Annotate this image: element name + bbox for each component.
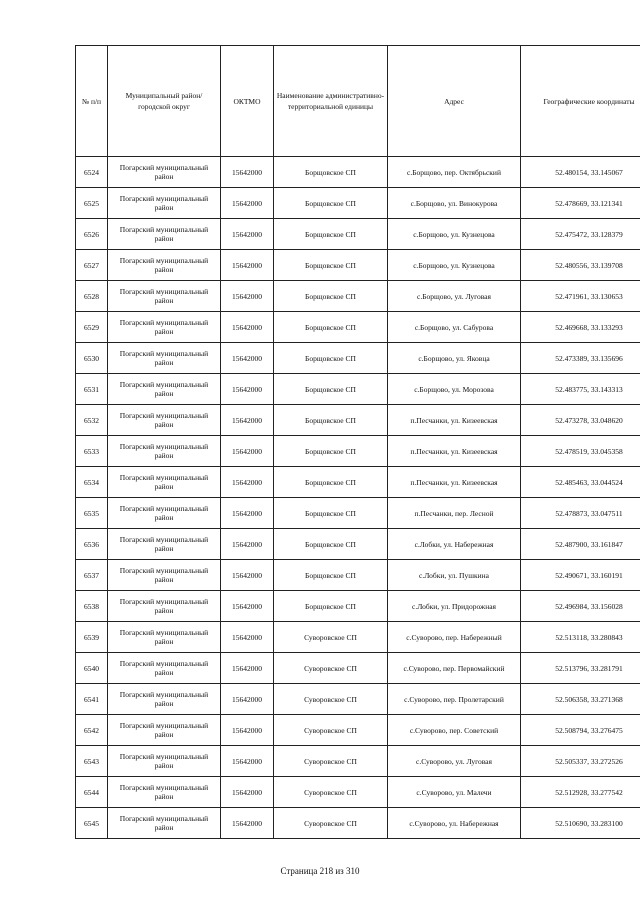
cell-address: п.Песчанки, ул. Кизеевская [388, 405, 521, 436]
cell-address: п.Песчанки, ул. Кизеевская [388, 467, 521, 498]
cell-municipality: Погарский муниципальный район [108, 250, 221, 281]
table-row [76, 746, 640, 777]
cell-municipality: Погарский муниципальный район [108, 374, 221, 405]
header-num: № п/п [76, 46, 108, 157]
cell-coords: 52.508794, 33.276475 [521, 715, 640, 746]
cell-coords: 52.469668, 33.133293 [521, 312, 640, 343]
cell-coords: 52.473278, 33.048620 [521, 405, 640, 436]
cell-municipality: Погарский муниципальный район [108, 529, 221, 560]
table-row [76, 250, 640, 281]
cell-admin-unit: Борщовское СП [274, 157, 388, 188]
table-row [76, 405, 640, 436]
cell-oktmo: 15642000 [221, 591, 274, 622]
cell-admin-unit: Борщовское СП [274, 498, 388, 529]
cell-coords: 52.478519, 33.045358 [521, 436, 640, 467]
cell-num: 6541 [76, 684, 108, 715]
cell-oktmo: 15642000 [221, 653, 274, 684]
cell-municipality: Погарский муниципальный район [108, 498, 221, 529]
cell-admin-unit: Борщовское СП [274, 591, 388, 622]
cell-num: 6532 [76, 405, 108, 436]
cell-municipality: Погарский муниципальный район [108, 653, 221, 684]
cell-coords: 52.506358, 33.271368 [521, 684, 640, 715]
cell-num: 6525 [76, 188, 108, 219]
cell-address: с.Суворово, пер. Пролетарский [388, 684, 521, 715]
cell-num: 6538 [76, 591, 108, 622]
cell-address: п.Песчанки, пер. Лесной [388, 498, 521, 529]
header-oktmo: ОКТМО [221, 46, 274, 157]
cell-coords: 52.478669, 33.121341 [521, 188, 640, 219]
cell-oktmo: 15642000 [221, 715, 274, 746]
cell-admin-unit: Борщовское СП [274, 436, 388, 467]
cell-admin-unit: Суворовское СП [274, 777, 388, 808]
cell-num: 6534 [76, 467, 108, 498]
cell-address: с.Суворово, пер. Советский [388, 715, 521, 746]
cell-admin-unit: Суворовское СП [274, 653, 388, 684]
header-admin-unit: Наименование административно-территориальной единицы [274, 46, 388, 157]
cell-coords: 52.478873, 33.047511 [521, 498, 640, 529]
cell-admin-unit: Суворовское СП [274, 622, 388, 653]
cell-oktmo: 15642000 [221, 498, 274, 529]
cell-address: с.Суворово, ул. Малечи [388, 777, 521, 808]
cell-num: 6542 [76, 715, 108, 746]
cell-num: 6539 [76, 622, 108, 653]
cell-coords: 52.483775, 33.143313 [521, 374, 640, 405]
cell-coords: 52.510690, 33.283100 [521, 808, 640, 839]
table-body [76, 157, 640, 839]
cell-oktmo: 15642000 [221, 622, 274, 653]
cell-oktmo: 15642000 [221, 374, 274, 405]
table-row [76, 219, 640, 250]
cell-admin-unit: Суворовское СП [274, 684, 388, 715]
cell-oktmo: 15642000 [221, 405, 274, 436]
cell-num: 6528 [76, 281, 108, 312]
cell-address: с.Борщово, ул. Винокурова [388, 188, 521, 219]
cell-oktmo: 15642000 [221, 808, 274, 839]
cell-coords: 52.471961, 33.130653 [521, 281, 640, 312]
cell-municipality: Погарский муниципальный район [108, 715, 221, 746]
header-coords: Географические координаты [521, 46, 640, 157]
cell-address: с.Борщово, ул. Яковца [388, 343, 521, 374]
cell-address: с.Борщово, ул. Кузнецова [388, 219, 521, 250]
cell-oktmo: 15642000 [221, 529, 274, 560]
table-row [76, 808, 640, 839]
cell-oktmo: 15642000 [221, 436, 274, 467]
cell-admin-unit: Борщовское СП [274, 343, 388, 374]
cell-oktmo: 15642000 [221, 777, 274, 808]
cell-num: 6526 [76, 219, 108, 250]
cell-coords: 52.496984, 33.156028 [521, 591, 640, 622]
cell-num: 6535 [76, 498, 108, 529]
cell-municipality: Погарский муниципальный район [108, 343, 221, 374]
table-row [76, 281, 640, 312]
cell-address: с.Лобки, ул. Пушкина [388, 560, 521, 591]
cell-num: 6533 [76, 436, 108, 467]
cell-coords: 52.480154, 33.145067 [521, 157, 640, 188]
cell-admin-unit: Борщовское СП [274, 312, 388, 343]
cell-municipality: Погарский муниципальный район [108, 591, 221, 622]
cell-oktmo: 15642000 [221, 684, 274, 715]
cell-municipality: Погарский муниципальный район [108, 436, 221, 467]
header-municipality: Муниципальный район/городской округ [108, 46, 221, 157]
table-row [76, 188, 640, 219]
cell-municipality: Погарский муниципальный район [108, 219, 221, 250]
table-row [76, 560, 640, 591]
cell-address: с.Суворово, ул. Луговая [388, 746, 521, 777]
cell-oktmo: 15642000 [221, 281, 274, 312]
cell-admin-unit: Борщовское СП [274, 560, 388, 591]
cell-admin-unit: Борщовское СП [274, 219, 388, 250]
cell-coords: 52.512928, 33.277542 [521, 777, 640, 808]
cell-num: 6540 [76, 653, 108, 684]
cell-num: 6537 [76, 560, 108, 591]
cell-coords: 52.490671, 33.160191 [521, 560, 640, 591]
cell-num: 6543 [76, 746, 108, 777]
table-row [76, 622, 640, 653]
cell-address: с.Лобки, ул. Придорожная [388, 591, 521, 622]
cell-admin-unit: Борщовское СП [274, 467, 388, 498]
cell-oktmo: 15642000 [221, 467, 274, 498]
cell-address: с.Борщово, ул. Морозова [388, 374, 521, 405]
cell-municipality: Погарский муниципальный район [108, 467, 221, 498]
cell-oktmo: 15642000 [221, 560, 274, 591]
cell-oktmo: 15642000 [221, 157, 274, 188]
cell-municipality: Погарский муниципальный район [108, 405, 221, 436]
cell-num: 6530 [76, 343, 108, 374]
table-row [76, 715, 640, 746]
cell-admin-unit: Борщовское СП [274, 188, 388, 219]
cell-coords: 52.485463, 33.044524 [521, 467, 640, 498]
cell-coords: 52.480556, 33.139708 [521, 250, 640, 281]
cell-admin-unit: Борщовское СП [274, 529, 388, 560]
cell-coords: 52.475472, 33.128379 [521, 219, 640, 250]
header-address: Адрес [388, 46, 521, 157]
cell-num: 6529 [76, 312, 108, 343]
cell-num: 6545 [76, 808, 108, 839]
cell-num: 6527 [76, 250, 108, 281]
cell-oktmo: 15642000 [221, 343, 274, 374]
table-row [76, 684, 640, 715]
page-footer: Страница 218 из 310 [280, 866, 360, 876]
cell-coords: 52.487900, 33.161847 [521, 529, 640, 560]
cell-address: с.Борщово, ул. Кузнецова [388, 250, 521, 281]
cell-admin-unit: Борщовское СП [274, 250, 388, 281]
table-row [76, 777, 640, 808]
cell-admin-unit: Борщовское СП [274, 374, 388, 405]
cell-municipality: Погарский муниципальный район [108, 157, 221, 188]
cell-num: 6531 [76, 374, 108, 405]
cell-oktmo: 15642000 [221, 312, 274, 343]
cell-admin-unit: Суворовское СП [274, 715, 388, 746]
table-row [76, 312, 640, 343]
cell-admin-unit: Суворовское СП [274, 808, 388, 839]
registry-table [75, 45, 640, 839]
cell-municipality: Погарский муниципальный район [108, 808, 221, 839]
cell-municipality: Погарский муниципальный район [108, 746, 221, 777]
table-row [76, 467, 640, 498]
cell-coords: 52.473389, 33.135696 [521, 343, 640, 374]
cell-municipality: Погарский муниципальный район [108, 281, 221, 312]
cell-address: с.Борщово, пер. Октябрьский [388, 157, 521, 188]
table-row [76, 498, 640, 529]
cell-oktmo: 15642000 [221, 746, 274, 777]
cell-address: с.Борщово, ул. Сабурова [388, 312, 521, 343]
cell-address: с.Суворово, пер. Набережный [388, 622, 521, 653]
cell-num: 6544 [76, 777, 108, 808]
cell-admin-unit: Суворовское СП [274, 746, 388, 777]
table-row [76, 653, 640, 684]
cell-oktmo: 15642000 [221, 188, 274, 219]
cell-coords: 52.513796, 33.281791 [521, 653, 640, 684]
cell-address: с.Суворово, ул. Набережная [388, 808, 521, 839]
cell-num: 6524 [76, 157, 108, 188]
cell-coords: 52.513118, 33.280843 [521, 622, 640, 653]
cell-num: 6536 [76, 529, 108, 560]
cell-municipality: Погарский муниципальный район [108, 684, 221, 715]
cell-municipality: Погарский муниципальный район [108, 777, 221, 808]
cell-address: с.Лобки, ул. Набережная [388, 529, 521, 560]
table-header-row [76, 46, 640, 157]
cell-oktmo: 15642000 [221, 250, 274, 281]
table-row [76, 591, 640, 622]
cell-address: с.Суворово, пер. Первомайский [388, 653, 521, 684]
cell-municipality: Погарский муниципальный район [108, 188, 221, 219]
cell-oktmo: 15642000 [221, 219, 274, 250]
cell-admin-unit: Борщовское СП [274, 405, 388, 436]
cell-municipality: Погарский муниципальный район [108, 560, 221, 591]
table-row [76, 529, 640, 560]
table-row [76, 343, 640, 374]
cell-address: п.Песчанки, ул. Кизеевская [388, 436, 521, 467]
cell-coords: 52.505337, 33.272526 [521, 746, 640, 777]
cell-municipality: Погарский муниципальный район [108, 622, 221, 653]
cell-address: с.Борщово, ул. Луговая [388, 281, 521, 312]
table-row [76, 374, 640, 405]
cell-municipality: Погарский муниципальный район [108, 312, 221, 343]
table-row [76, 436, 640, 467]
cell-admin-unit: Борщовское СП [274, 281, 388, 312]
table-row [76, 157, 640, 188]
